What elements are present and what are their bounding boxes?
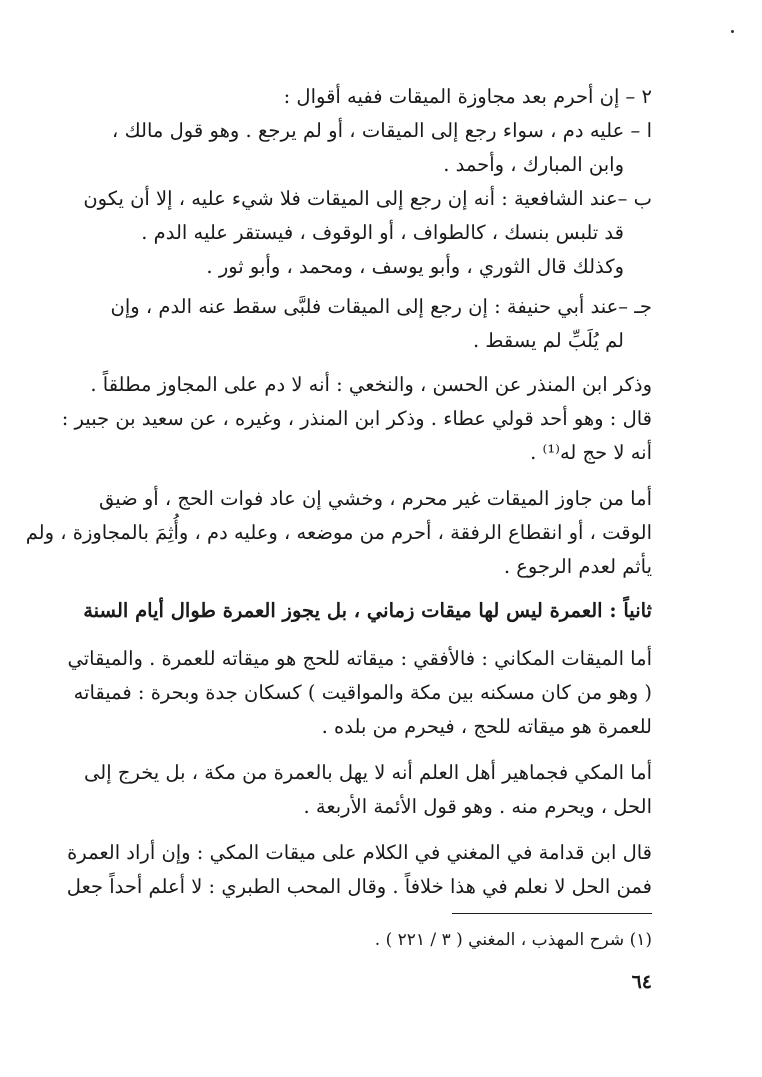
text-line: قد تلبس بنسك ، كالطواف ، أو الوقوف ، فيستقر عليه الدم . (141, 221, 624, 244)
section-shafii (83, 182, 652, 284)
footnote-divider (452, 913, 652, 914)
text-line: أما الميقات المكاني : فالأفقي : ميقاته للحج هو ميقاته للعمرة . والميقاتي (67, 647, 652, 670)
text-line: للعمرة هو ميقاته للحج ، فيحرم من بلده . (321, 715, 652, 738)
text-line: أنه لا حج له⁽¹⁾ . (530, 441, 652, 464)
text-line: ٢ – إن أحرم بعد مجاوزة الميقات ففيه أقوال : (283, 85, 652, 108)
section-after-miqat (112, 80, 652, 182)
section-heading (83, 594, 652, 628)
text-line: أما المكي فجماهير أهل العلم أنه لا يهل بالعمرة من مكة ، بل يخرج إلى (84, 761, 652, 784)
text-line: فمن الحل لا نعلم في هذا خلافاً . وقال المحب الطبري : لا أعلم أحداً جعل (66, 875, 652, 898)
text-line: وابن المبارك ، وأحمد . (443, 153, 624, 176)
text-line: قال ابن قدامة في المغني في الكلام على ميقات المكي : وإن أراد العمرة (67, 841, 652, 864)
text-line: وذكر ابن المنذر عن الحسن ، والنخعي : أنه لا دم على المجاوز مطلقاً . (90, 373, 652, 396)
section-abu-hanifa (112, 290, 652, 358)
section-heading-text: ثانياً : العمرة ليس لها ميقات زماني ، بل يجوز العمرة طوال أيام السنة (83, 599, 652, 622)
section-spatial-miqat (67, 642, 652, 744)
text-line: ا – عليه دم ، سواء رجع إلى الميقات ، أو لم يرجع . وهو قول مالك ، (112, 119, 652, 142)
section-passed-miqat (25, 482, 652, 584)
footnote: (١) شرح المهذب ، المغني ( ٣ / ٢٢١ ) . (374, 930, 652, 950)
text-line: لم يُلَبِّ لم يسقط . (472, 329, 624, 352)
text-line: الوقت ، أو انقطاع الرفقة ، أحرم من موضعه ، وعليه دم ، وأُثِمَ بالمجاوزة ، ولم (25, 521, 652, 544)
text-line: يأثم لعدم الرجوع . (503, 555, 652, 578)
section-ibn-qudama (66, 836, 652, 904)
text-line: ( وهو من كان مسكنه بين مكة والمواقيت ) كسكان جدة وبحرة : فميقاته (73, 681, 652, 704)
text-line: جـ –عند أبي حنيفة : إن رجع إلى الميقات فلبَّى سقط عنه الدم ، وإن (110, 295, 652, 318)
text-line: ب –عند الشافعية : أنه إن رجع إلى الميقات فلا شيء عليه ، إلا أن يكون (83, 187, 652, 210)
text-line: وكذلك قال الثوري ، وأبو يوسف ، ومحمد ، وأبو ثور . (206, 255, 624, 278)
page-number: ٦٤ (631, 971, 652, 993)
text-line: أما من جاوز الميقات غير محرم ، وخشي إن عاد فوات الحج ، أو ضيق (98, 487, 652, 510)
scan-speck (731, 30, 734, 33)
text-line: الحل ، ويحرم منه . وهو قول الأئمة الأربعة . (303, 795, 652, 818)
section-ibn-al-mundhir (61, 368, 652, 470)
section-makki (84, 756, 652, 824)
text-line: قال : وهو أحد قولي عطاء . وذكر ابن المنذر ، وغيره ، عن سعيد بن جبير : (61, 407, 652, 430)
